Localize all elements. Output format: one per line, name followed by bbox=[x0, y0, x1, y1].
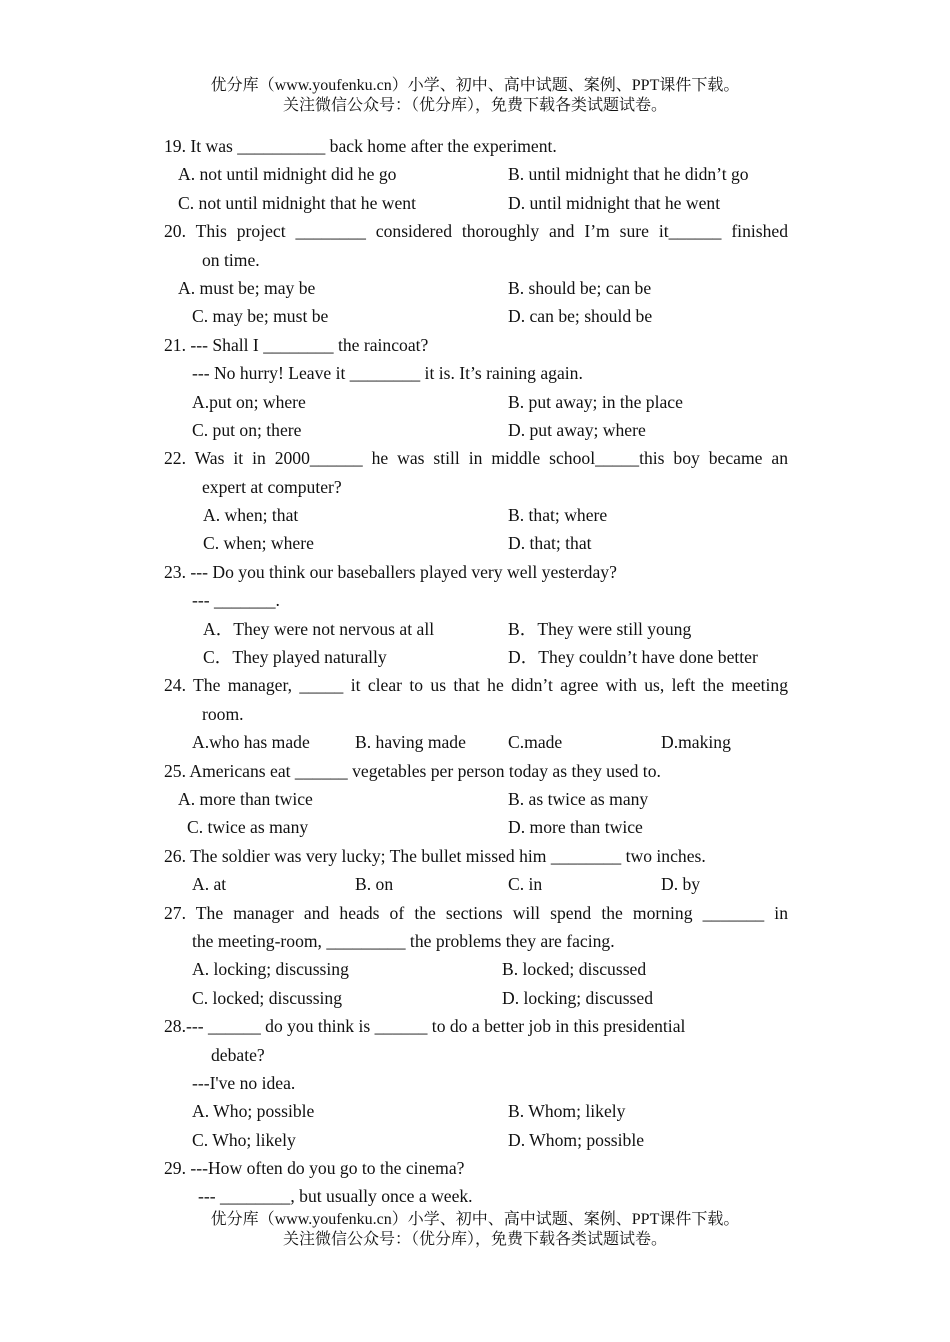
question-28-options-row-1 bbox=[164, 1097, 788, 1125]
question-27-options-row-1 bbox=[164, 955, 788, 983]
question-28-option-b: B. Whom; likely bbox=[508, 1101, 626, 1122]
question-19-option-c: C. not until midnight that he went bbox=[178, 192, 416, 213]
question-20-option-d: D. can be; should be bbox=[508, 306, 653, 327]
question-22-options-row-2 bbox=[164, 529, 788, 557]
question-20-option-c: C. may be; must be bbox=[192, 306, 329, 327]
question-24-option-c: C.made bbox=[508, 732, 563, 753]
question-19-option-b: B. until midnight that he didn’t go bbox=[508, 164, 749, 185]
question-21-option-a: A.put on; where bbox=[192, 391, 306, 412]
question-28-option-c: C. Who; likely bbox=[192, 1129, 296, 1150]
question-25-option-a: A. more than twice bbox=[178, 788, 313, 809]
question-22-option-b: B. that; where bbox=[508, 505, 608, 526]
question-22-options-row-1 bbox=[164, 501, 788, 529]
question-24-options-row bbox=[164, 728, 788, 756]
question-24-stem-line-1: 24. The manager, _____ it clear to us that he didn’t agree with us, left the meeting bbox=[164, 675, 788, 696]
question-27-stem-line-1: 27. The manager and heads of the sections will spend the morning _______ in bbox=[164, 902, 788, 923]
question-23-options-row-2 bbox=[164, 643, 788, 671]
question-22-option-a: A. when; that bbox=[203, 505, 299, 526]
question-26-option-b: B. on bbox=[355, 874, 394, 895]
question-19-options-row-1 bbox=[164, 160, 788, 188]
question-21-option-d: D. put away; where bbox=[508, 419, 646, 440]
question-21-option-c: C. put on; there bbox=[192, 419, 302, 440]
question-25-options-row-1 bbox=[164, 785, 788, 813]
question-20-options-row-1 bbox=[164, 274, 788, 302]
question-23-option-b: B．They were still young bbox=[508, 618, 692, 639]
question-27-option-a: A. locking; discussing bbox=[192, 959, 349, 980]
question-25-option-b: B. as twice as many bbox=[508, 788, 649, 809]
question-19-option-a: A. not until midnight did he go bbox=[178, 164, 397, 185]
question-28-option-d: D. Whom; possible bbox=[508, 1129, 645, 1150]
question-21-options-row-2 bbox=[164, 416, 788, 444]
question-29-stem-line-1: 29. ---How often do you go to the cinema? bbox=[164, 1158, 465, 1179]
question-22-option-d: D. that; that bbox=[508, 533, 592, 554]
question-28-stem-line-1: 28.--- ______ do you think is ______ to do a better job in this presidential bbox=[164, 1016, 686, 1037]
question-25-option-d: D. more than twice bbox=[508, 817, 643, 838]
question-27-options-row-2 bbox=[164, 984, 788, 1012]
question-29-stem-line-2: --- ________, but usually once a week. bbox=[198, 1186, 473, 1207]
page-header bbox=[0, 76, 950, 116]
question-24-option-d: D.making bbox=[661, 732, 731, 753]
question-20-option-b: B. should be; can be bbox=[508, 277, 652, 298]
page-footer bbox=[0, 1210, 950, 1250]
question-24-stem-line-2: room. bbox=[202, 703, 244, 724]
question-19-options-row-2 bbox=[164, 189, 788, 217]
question-25-option-c: C. twice as many bbox=[187, 817, 309, 838]
question-28-stem-line-3: ---I've no idea. bbox=[192, 1072, 296, 1093]
question-23-option-c: C．They played naturally bbox=[203, 647, 387, 668]
question-23-stem-line-1: 23. --- Do you think our baseballers played very well yesterday? bbox=[164, 561, 617, 582]
question-28-option-a: A. Who; possible bbox=[192, 1101, 315, 1122]
header-line-2: 关注微信公众号：（优分库），免费下载各类试题试卷。 bbox=[282, 97, 667, 114]
question-28-options-row-2 bbox=[164, 1126, 788, 1154]
question-20-options-row-2 bbox=[164, 302, 788, 330]
question-21-options-row-1 bbox=[164, 388, 788, 416]
question-24-option-a: A.who has made bbox=[192, 732, 310, 753]
question-20-option-a: A. must be; may be bbox=[178, 277, 316, 298]
question-26-options-row bbox=[164, 870, 788, 898]
question-23-options-row-1 bbox=[164, 615, 788, 643]
question-25-stem: 25. Americans eat ______ vegetables per person today as they used to. bbox=[164, 760, 661, 781]
question-26-option-d: D. by bbox=[661, 874, 701, 895]
question-23-option-a: A．They were not nervous at all bbox=[203, 618, 435, 639]
question-28-stem-line-2: debate? bbox=[211, 1044, 265, 1065]
header-line-1: 优分库（www.youfenku.cn）小学、初中、高中试题、案例、PPT课件下载。 bbox=[210, 77, 740, 94]
question-26-stem: 26. The soldier was very lucky; The bullet missed him ________ two inches. bbox=[164, 845, 706, 866]
question-23-stem-line-2: --- _______. bbox=[192, 590, 280, 611]
footer-line-2: 关注微信公众号：（优分库），免费下载各类试题试卷。 bbox=[282, 1231, 667, 1248]
question-21-stem-line-2: --- No hurry! Leave it ________ it is. It’s raining again. bbox=[192, 363, 583, 384]
question-27-stem-line-2: the meeting-room, _________ the problems they are facing. bbox=[192, 930, 615, 951]
question-20-stem-line-2: on time. bbox=[202, 249, 260, 270]
question-21-option-b: B. put away; in the place bbox=[508, 391, 683, 412]
question-21-stem-line-1: 21. --- Shall I ________ the raincoat? bbox=[164, 334, 429, 355]
question-24-option-b: B. having made bbox=[355, 732, 466, 753]
question-list bbox=[164, 132, 788, 1211]
question-22-stem-line-1: 22. Was it in 2000______ he was still in middle school_____this boy became an bbox=[164, 448, 788, 469]
question-27-option-d: D. locking; discussed bbox=[502, 987, 653, 1008]
question-25-options-row-2 bbox=[164, 813, 788, 841]
question-23-option-d: D．They couldn’t have done better bbox=[508, 647, 758, 668]
question-27-option-c: C. locked; discussing bbox=[192, 987, 343, 1008]
footer-line-1: 优分库（www.youfenku.cn）小学、初中、高中试题、案例、PPT课件下载。 bbox=[210, 1211, 740, 1228]
question-22-option-c: C. when; where bbox=[203, 533, 314, 554]
question-19-stem: 19. It was __________ back home after the experiment. bbox=[164, 136, 557, 156]
question-22-stem-line-2: expert at computer? bbox=[202, 476, 342, 497]
question-26-option-c: C. in bbox=[508, 874, 543, 895]
question-20-stem-line-1: 20. This project ________ considered thoroughly and I’m sure it______ finished bbox=[164, 221, 788, 242]
question-26-option-a: A. at bbox=[192, 874, 227, 895]
question-27-option-b: B. locked; discussed bbox=[502, 959, 647, 980]
question-19-option-d: D. until midnight that he went bbox=[508, 192, 721, 213]
